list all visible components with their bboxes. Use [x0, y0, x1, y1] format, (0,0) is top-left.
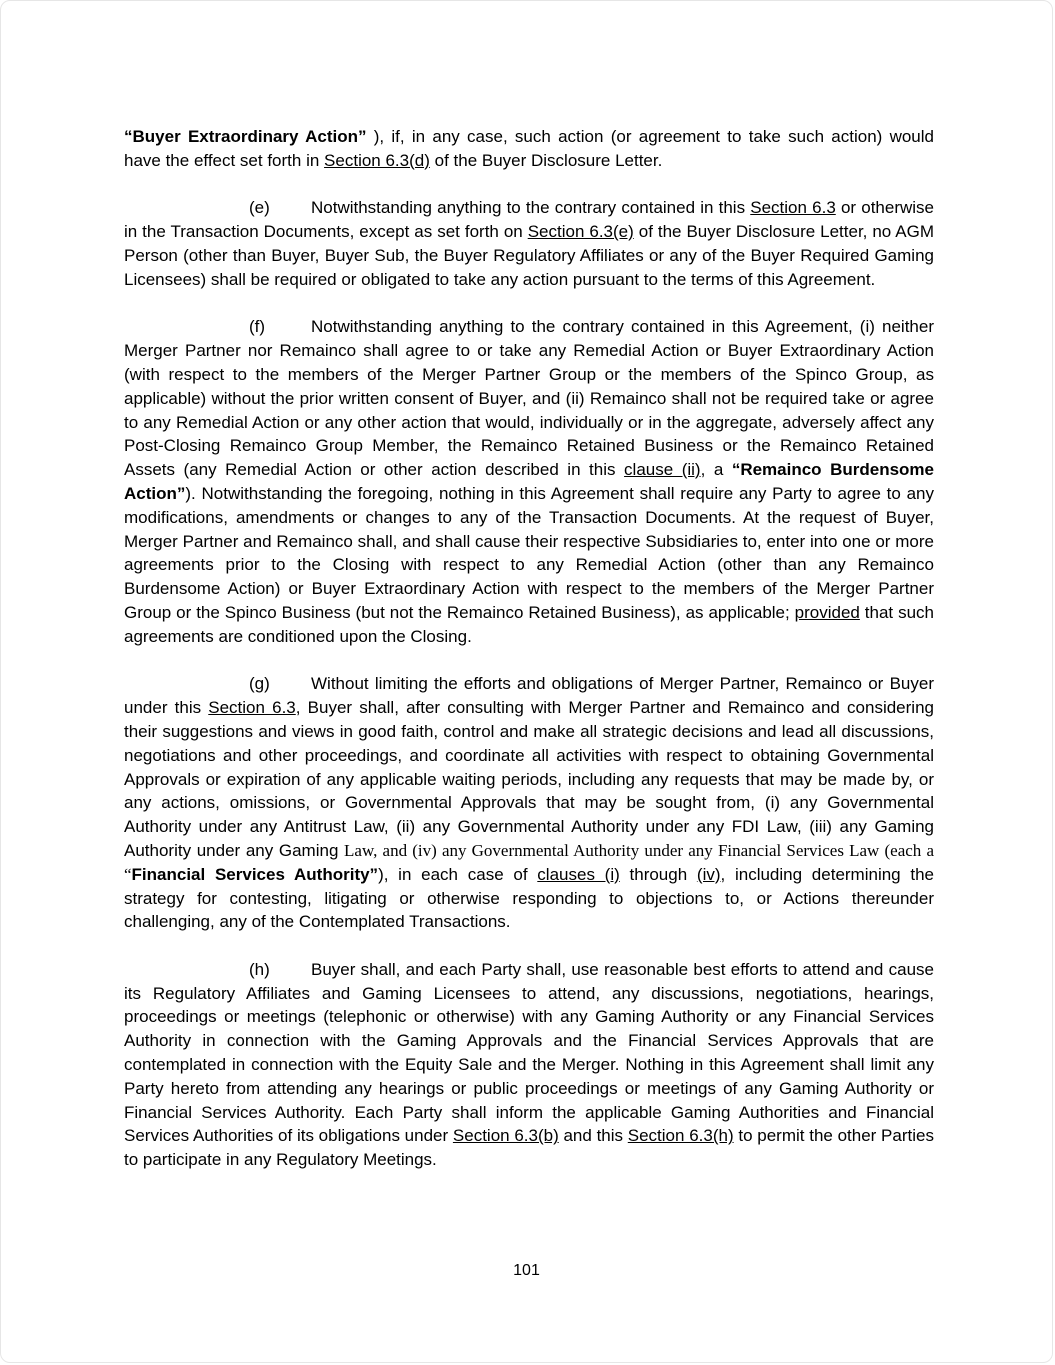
text-run: or otherwise in the Transaction Documents, except as set forth on: [124, 198, 935, 242]
text-run: Notwithstanding anything to the contrary contained in this: [311, 198, 751, 218]
text-run: Law, and (iv) any Governmental Authority under any Financial Services Law (each a “: [124, 840, 934, 884]
cross-reference: clause (ii): [624, 460, 701, 480]
text-run: of the Buyer Disclosure Letter.: [429, 150, 663, 170]
cross-reference: (iv): [696, 864, 721, 884]
paragraph-e: [124, 196, 934, 291]
paragraph-label: (f): [249, 317, 266, 337]
text-run: , including determining the strategy for contesting, litigating or otherwise responding to objections to, or Actions thereunder challenging, any of the Contemplated Transactions.: [124, 864, 934, 932]
text-run: ), in each case of: [378, 864, 538, 884]
text-run: and this: [558, 1126, 628, 1146]
defined-term: “Buyer Extraordinary Action”: [124, 127, 367, 146]
text-run: to permit the other Parties to participate in any Regulatory Meetings.: [124, 1126, 934, 1170]
cross-reference: Section 6.3(h): [627, 1126, 734, 1146]
continuation-paragraph: [124, 125, 934, 173]
text-run: Without limiting the efforts and obligations of Merger Partner, Remainco or Buyer under this: [124, 674, 934, 718]
paragraph-g: [124, 672, 934, 934]
text-run: through: [619, 864, 697, 884]
cross-reference: clauses (i): [537, 864, 620, 884]
text-run: , Buyer shall, after consulting with Merger Partner and Remainco and considering their suggestions and views in good faith, control and make all strategic decisions and lead all discussions, negotiations and other proceedings, and coordinate all activities with respect to obtaining Governmental Approvals or expiration of any applicable waiting periods, including any requests that may be made by, or any actions, omissions, or Governmental Approvals that may be sought from, (i) any Governmental Authority under any Antitrust Law, (ii) any Governmental Authority under any FDI Law, (iii) any Gaming Authority under any Gaming: [124, 698, 934, 860]
cross-reference: Section 6.3(d): [324, 150, 430, 170]
text-run: , a: [700, 460, 732, 480]
cross-reference: Section 6.3(b): [452, 1126, 559, 1146]
paragraph-label: (e): [249, 198, 270, 218]
paragraph-h: [124, 958, 934, 1172]
text-run: Notwithstanding anything to the contrary contained in this Agreement, (i) neither Merger Partner nor Remainco shall agree to or take any Remedial Action or Buyer Extraordinary Action (with respect to the members of the Merger Partner Group or the members of the Spinco Group, as applicable) without the prior written consent of Buyer, and (ii) Remainco shall not be required take or agree to any Remedial Action or any other action that would, individually or in the aggregate, adversely affect any Post-Closing Remainco Group Member, the Remainco Retained Business or the Remainco Retained Assets (any Remedial Action or other action described in this: [124, 317, 934, 480]
paragraph-label: (g): [249, 674, 270, 694]
text-run: ). Notwithstanding the foregoing, nothing in this Agreement shall require any Party to agree to any modifications, amendments or changes to any of the Transaction Documents. At the request of Buyer, Merger Partner and Remainco shall, and shall cause their respective Subsidiaries to, enter into one or more agreements prior to the Closing with respect to any Remedial Action (other than any Remainco Burdensome Action) or Buyer Extraordinary Action with respect to the members of the Merger Partner Group or the Spinco Business (but not the Remainco Retained Business), as applicable;: [124, 483, 934, 622]
text-run: of the Buyer Disclosure Letter, no AGM Person (other than Buyer, Buyer Sub, the Buyer Regulatory Affiliates or any of the Buyer Required Gaming Licensees) shall be required or obligated to take any action pursuant to the terms of this Agreement.: [124, 222, 934, 289]
defined-term: “Remainco Burdensome Action”: [124, 460, 934, 503]
cross-reference: provided: [794, 602, 860, 622]
text-run: that such agreements are conditioned upon the Closing.: [124, 602, 934, 646]
cross-reference: Section 6.3(e): [527, 222, 634, 242]
cross-reference: Section 6.3: [208, 698, 296, 718]
text-run: Buyer shall, and each Party shall, use reasonable best efforts to attend and cause its Regulatory Affiliates and Gaming Licensees to attend, any discussions, negotiations, hearings, proceedings or meetings (telephonic or otherwise) with any Gaming Authority or any Financial Services Authority in connection with the Gaming Approvals and the Financial Services Approvals that are contemplated in connection with the Equity Sale and the Merger. Nothing in this Agreement shall limit any Party hereto from attending any hearings or public proceedings or meetings of any Gaming Authority or Financial Services Authority. Each Party shall inform the applicable Gaming Authorities and Financial Services Authorities of its obligations under: [124, 959, 934, 1146]
cross-reference: Section 6.3: [750, 198, 836, 218]
defined-term: Financial Services Authority”: [131, 864, 379, 884]
document-body: [124, 125, 934, 1196]
page-number: 101: [513, 1262, 540, 1279]
text-run: ), if, in any case, such action (or agreement to take such action) would have the effect set forth in: [124, 127, 934, 170]
paragraph-label: (h): [249, 959, 270, 979]
paragraph-f: [124, 315, 934, 648]
